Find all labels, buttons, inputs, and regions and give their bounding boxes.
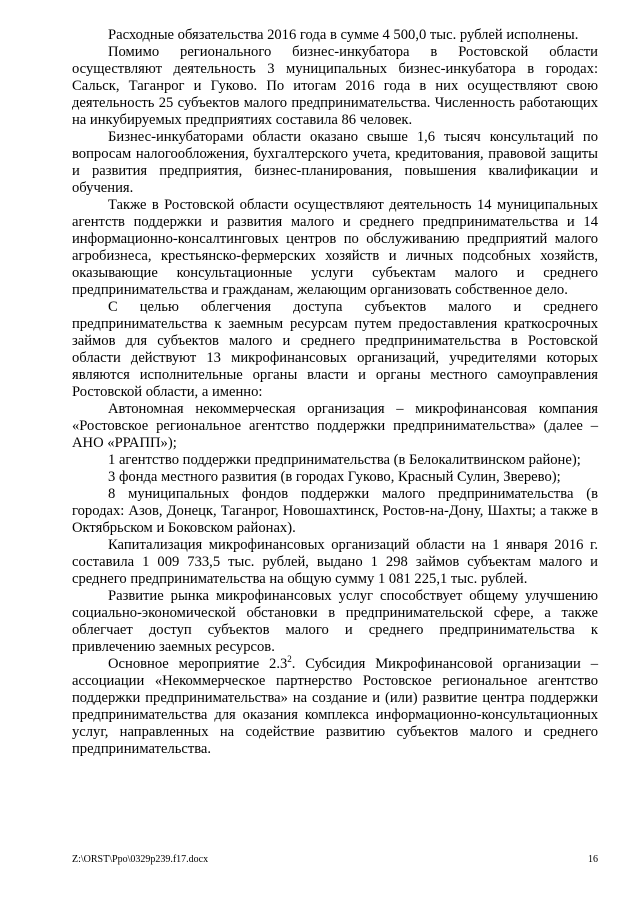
paragraph-municipal-incubators: Помимо регионального бизнес-инкубатора в Ростовской области осуществляют деятельность 3 муниципальных бизнес-инкубатора в городах: Сальск, Таганрог и Гуково. По итогам 2016 года в них осуществляют свою деятельность 25 субъектов малого предпринимательства. Численность работающих на инкубируемых предприятиях составила 86 человек.: [72, 44, 598, 128]
main-activity-lead: Основное мероприятие 2.3: [108, 656, 288, 672]
page-footer: [72, 854, 598, 865]
page-number: 16: [588, 854, 598, 865]
document-body: [72, 27, 598, 758]
paragraph-consultations: Бизнес-инкубаторами области оказано свыше 1,6 тысяч консультаций по вопросам налогообложения, бухгалтерского учета, кредитования, правовой защиты и развития предприятия, бизнес-планирования, повышения квалификации и обучения.: [72, 129, 598, 196]
paragraph-main-activity: [72, 656, 598, 758]
paragraph-capitalization: Капитализация микрофинансовых организаций области на 1 января 2016 г. составила 1 009 733,5 тыс. рублей, выдано 1 298 займов субъектам малого и среднего предпринимательства на общую сумму 1 081 225,1 тыс. рублей.: [72, 537, 598, 587]
paragraph-agency-belokalitva: 1 агентство поддержки предпринимательства (в Белокалитвинском районе);: [108, 452, 581, 468]
main-activity-text: . Субсидия Микрофинансовой организации – ассоциации «Некоммерческое партнерство Ростовское региональное агентство поддержки предпринимательства» на создание и (или) развитие центра поддержки предпринимательства для оказания комплекса информационно-консультационных услуг, направленных на содействие развитию субъектов малого и среднего предпринимательства.: [72, 656, 598, 757]
paragraph-local-funds: 3 фонда местного развития (в городах Гуково, Красный Сулин, Зверево);: [108, 469, 561, 485]
paragraph-agencies: Также в Ростовской области осуществляют деятельность 14 муниципальных агентств поддержки и развития малого и среднего предпринимательства и 14 информационно-консалтинговых центров по обслуживанию предприятий малого агробизнеса, крестьянско-фермерских хозяйств и личных подсобных хозяйств, оказывающие консультационные услуги субъектам малого и среднего предпринимательства и гражданам, желающим организовать собственное дело.: [72, 197, 598, 298]
paragraph-microfinance: С целью облегчения доступа субъектов малого и среднего предпринимательства к заемным ресурсам путем предоставления краткосрочных займов для субъектов малого и среднего предпринимательства в Ростовской области действуют 13 микрофинансовых организаций, учредителями которых являются исполнительные органы власти и органы местного самоуправления Ростовской области, а именно:: [72, 299, 598, 400]
paragraph-market-development: Развитие рынка микрофинансовых услуг способствует общему улучшению социально-экономической обстановки в предпринимательской сфере, а также облегчает доступ субъектов малого и среднего предпринимательства к привлечению заемных ресурсов.: [72, 588, 598, 655]
paragraph-expenditures: Расходные обязательства 2016 года в сумме 4 500,0 тыс. рублей исполнены.: [108, 27, 579, 43]
footer-file-path: Z:\ORST\Ppo\0329p239.f17.docx: [72, 854, 209, 865]
paragraph-municipal-funds: 8 муниципальных фондов поддержки малого предпринимательства (в городах: Азов, Донецк, Таганрог, Новошахтинск, Ростов-на-Дону, Шахты; а также в Октябрьском и Боковском районах).: [72, 486, 598, 536]
footnote-marker: 2: [287, 654, 292, 665]
paragraph-ano-rrapp: Автономная некоммерческая организация – микрофинансовая компания «Ростовское региональное агентство поддержки предпринимательства» (далее – АНО «РРАПП»);: [72, 401, 598, 451]
